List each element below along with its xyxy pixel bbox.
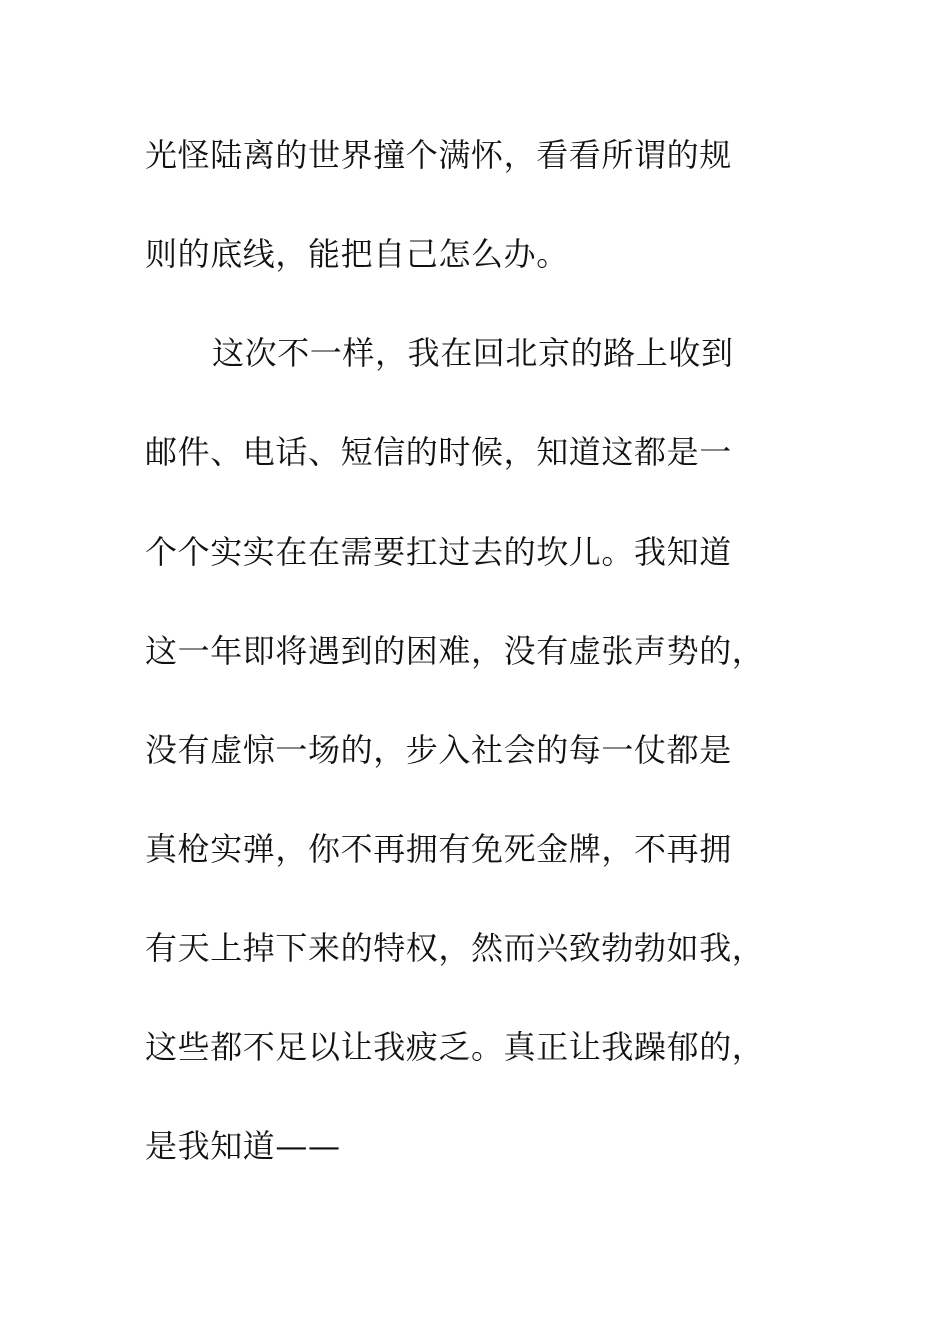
text-line: 没有虚惊一场的，步入社会的每一仗都是 — [145, 731, 732, 769]
text-line: 这一年即将遇到的困难，没有虚张声势的， — [145, 632, 765, 670]
text-line: 个个实实在在需要扛过去的坎儿。我知道 — [145, 533, 732, 571]
paragraph-first-line: 这次不一样，我在回北京的路上收到 — [212, 334, 734, 372]
text-line: 邮件、电话、短信的时候，知道这都是一 — [145, 433, 732, 471]
text-line: 光怪陆离的世界撞个满怀，看看所谓的规 — [145, 136, 732, 174]
text-line: 是我知道—— — [145, 1127, 341, 1165]
text-line: 真枪实弹，你不再拥有免死金牌，不再拥 — [145, 830, 732, 868]
text-line: 有天上掉下来的特权，然而兴致勃勃如我， — [145, 929, 765, 967]
text-line: 这些都不足以让我疲乏。真正让我躁郁的， — [145, 1028, 765, 1066]
text-line: 则的底线，能把自己怎么办。 — [145, 235, 569, 273]
